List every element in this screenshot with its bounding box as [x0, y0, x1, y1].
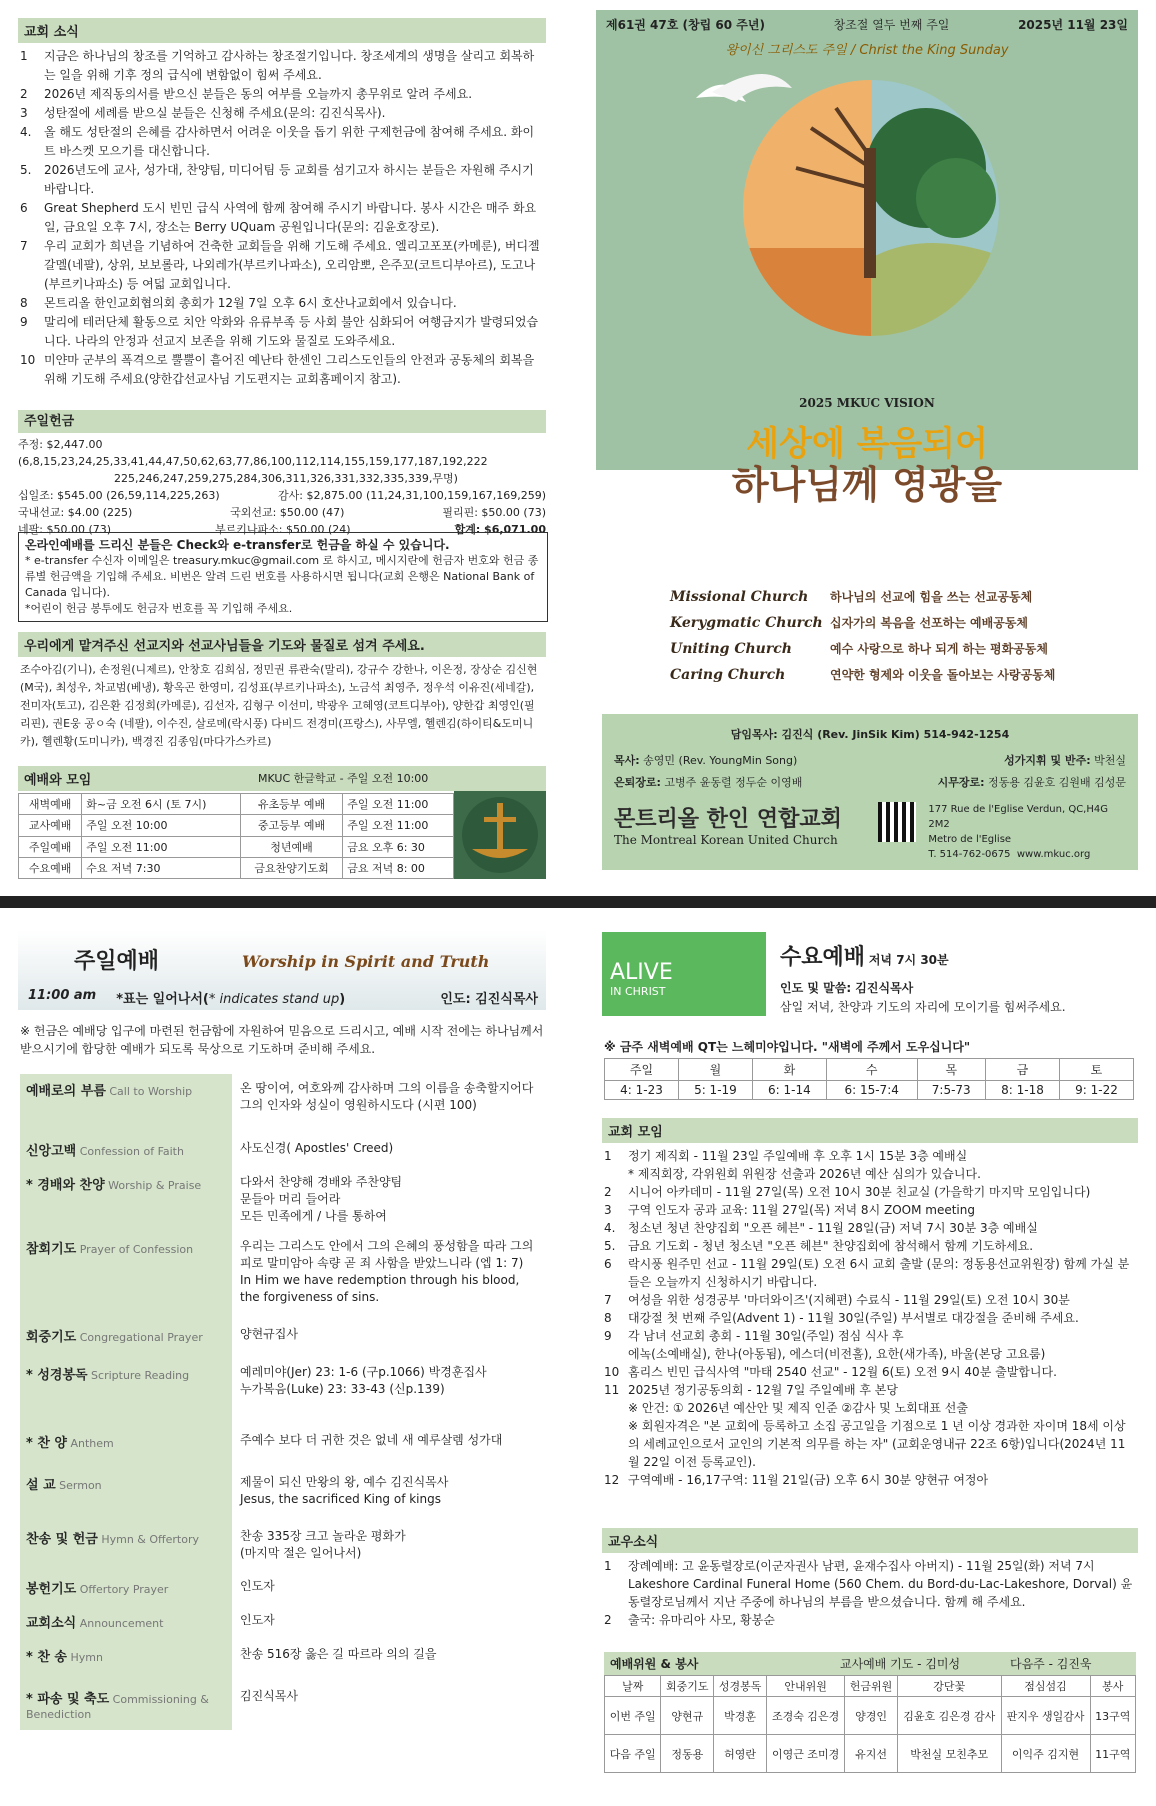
missionaries-title: 우리에게 맡겨주신 선교지와 선교사님들을 기도와 물질로 섬겨 주세요. — [18, 632, 546, 657]
news-item — [20, 199, 544, 237]
vision-en: Uniting Church — [670, 641, 792, 657]
vision-list — [670, 584, 1130, 688]
worship-item-en: Sermon — [55, 1479, 102, 1492]
duty-head: 봉사 — [1090, 1676, 1135, 1697]
offering-notice: ※ 헌금은 예배당 입구에 마련된 헌금함에 자원하여 믿음으로 드리시고, 예배 시작 전에는 하나님께서 받으시기에 합당한 예배가 되도록 묵상으로 기도하며 준비해 주세요. — [20, 1024, 544, 1056]
missionaries-text: 조수아김(기니), 손정원(니제르), 안창호 김희심, 정민권 류관숙(말리), 강규수 강한나, 이은정, 장상순 김신현(M국), 최성우, 차교범(베냉), 황옥곤 한영미, 김성표(부르키나파소), 노금석 최영주, 정우석 이유진(세네갈), 전미자(토고), 김은환 김정희(카메룬), 김선자, 김형구 이선미, 박광우 고혜영(코트디부아), 양한갑 최영인(필리핀), 권E웅 공ㅇ숙 (네팔), 이수진, 살로메(락시풍) 다비드 전경미(프랑스), 사무엘, 헬렌김(하이티&도미니카), 헬렌황(도미니카), 백경진 김종임(마다가스카르) — [20, 663, 538, 748]
worship-item-ko: 봉헌기도 — [26, 1582, 77, 1597]
duty-cell: 박경훈 — [714, 1697, 767, 1735]
retired-elders: 고병주 윤동렬 정두순 이영배 — [664, 776, 803, 789]
qt-notice: ※ 금주 새벽예배 QT는 느헤미야입니다. "새벽에 주께서 도우십니다" — [604, 1040, 971, 1054]
senior-pastor: 담임목사: 김진식 (Rev. JinSik Kim) 514-942-1254 — [730, 728, 1010, 741]
worship-item-content: 다와서 찬양해 경배와 주찬양팀 문들아 머리 들어라 모든 민족에게 / 나를 통하여 — [240, 1175, 403, 1223]
meeting-item — [604, 1471, 1136, 1489]
service-cell: 새벽예배 — [19, 794, 82, 815]
duty-cell: 양경인 — [845, 1697, 898, 1735]
news-item — [20, 104, 544, 123]
news-text: 우리 교회가 희년을 기념하여 건축한 교회들을 위해 기도해 주세요. 엘리고포포(카메룬), 버디젤 갈멜(네팔), 상위, 보보롤라, 나외레가(부르키나파소), 오리암뽀, 은주꼬(코트디부아르), 도고나(부르키나파소) 등 여덟 교회입니다. — [44, 239, 540, 291]
news-number: 5. — [20, 163, 32, 177]
services-title: 예배와 모임 — [18, 766, 254, 791]
alive-logo — [602, 932, 766, 1016]
worship-item-en: Commissioning & Benediction — [26, 1693, 209, 1721]
wed-header — [780, 940, 1140, 1015]
worship-item-content: 우리는 그리스도 안에서 그의 은혜의 풍성함을 따라 그의 피로 말미암아 속량 곧 죄 사함을 받았느니라 (엡 1: 7) In Him we have redemption through his blood, the forgiveness of sins. — [240, 1239, 534, 1304]
worship-item-ko: 교회소식 — [26, 1616, 77, 1631]
duty-cell: 이익주 김지현 — [1001, 1735, 1090, 1773]
worship-item-label — [20, 1168, 232, 1232]
service-cell: 금요찬양기도회 — [240, 857, 342, 878]
service-cell: 주일 오전 11:00 — [82, 836, 241, 857]
worship-item-label — [20, 1522, 232, 1572]
qt-day: 월 — [678, 1059, 752, 1081]
meeting-number: 7 — [604, 1293, 612, 1307]
duty-cell: 조경숙 김은경 — [766, 1697, 844, 1735]
meeting-number: 1 — [604, 1149, 612, 1163]
family-title: 교우소식 — [602, 1528, 1138, 1553]
worship-item-en: Scripture Reading — [87, 1369, 190, 1382]
news-number: 7 — [20, 239, 28, 253]
duty-row — [605, 1697, 1136, 1735]
news-number: 1 — [20, 49, 28, 63]
worship-item-content: 양현규집사 — [240, 1327, 298, 1341]
meeting-number: 2 — [604, 1185, 612, 1199]
service-cell: 수요 저녁 7:30 — [82, 857, 241, 878]
news-item — [20, 313, 544, 351]
service-cell: 금요 오후 6: 30 — [343, 836, 454, 857]
meeting-text: 청소년 청년 찬양집회 "오픈 헤븐" - 11월 28일(금) 저녁 7시 30분 3층 예배실 — [628, 1221, 1038, 1235]
worship-item-ko: * 파송 및 축도 — [26, 1692, 110, 1707]
worship-row — [20, 1074, 546, 1134]
duty-cell: 정동용 — [661, 1735, 714, 1773]
meeting-text: 금요 기도회 - 청년 청소년 "오픈 헤븐" 찬양집회에 참석해서 함께 기도하세요. — [628, 1239, 1034, 1253]
vision-en: Missional Church — [670, 589, 809, 605]
news-item — [20, 351, 544, 389]
meeting-item — [604, 1381, 1136, 1471]
worship-item-ko: 설 교 — [26, 1478, 56, 1493]
duty-head: 안내위원 — [766, 1676, 844, 1697]
service-cell: 교사예배 — [19, 815, 82, 836]
worship-item-content: 온 땅이여, 여호와께 감사하며 그의 이름을 송축할지어다 그의 인자와 성실이 영원하시도다 (시편 100) — [240, 1081, 534, 1112]
duty-cell: 양현규 — [661, 1697, 714, 1735]
worship-item-en: Hymn — [66, 1651, 103, 1664]
vision-row — [670, 610, 1130, 636]
news-item — [20, 161, 544, 199]
worship-item-label — [20, 1640, 232, 1682]
duty-panel — [604, 1652, 1136, 1773]
offering-panel — [18, 410, 546, 538]
church-info-panel — [602, 714, 1138, 870]
vision-en: Kerygmatic Church — [670, 615, 823, 631]
offering-total: 합계: $6,071.00 — [454, 523, 546, 536]
worship-item-content: 인도자 — [240, 1613, 275, 1627]
qt-ref: 7:5-73 — [917, 1081, 986, 1100]
meeting-item — [604, 1219, 1136, 1237]
qt-table — [604, 1058, 1134, 1100]
worship-item-content: 주예수 보다 더 귀한 것은 없네 새 예루살렘 성가대 — [240, 1433, 503, 1447]
duty-head: 점심섬김 — [1001, 1676, 1090, 1697]
worship-time: 11:00 am — [28, 988, 97, 1003]
worship-item-content: 사도신경( Apostles' Creed) — [240, 1141, 394, 1155]
meeting-number: 8 — [604, 1311, 612, 1325]
duty-head-row — [605, 1676, 1136, 1697]
meeting-text: 여성을 위한 성경공부 '마더와이즈'(지혜편) 수료식 - 11월 29일(토) 오전 10시 30분 — [628, 1293, 1070, 1307]
worship-item-ko: * 찬 양 — [26, 1436, 67, 1451]
next-week: 다음주 - 김진욱 — [1010, 1657, 1092, 1671]
news-item — [20, 85, 544, 104]
meeting-item — [604, 1183, 1136, 1201]
news-text: 지금은 하나님의 창조를 기억하고 감사하는 창조절기입니다. 창조세계의 생명을 살리고 회복하는 일을 위해 기후 정의 급식에 변함없이 힘써 주세요. — [44, 49, 535, 82]
duty-cell: 다음 주일 — [605, 1735, 661, 1773]
stand-note: *표는 일어나서( — [116, 992, 209, 1007]
metro-line: Metro de l'Eglise — [928, 834, 1012, 845]
worship-row — [20, 1522, 546, 1572]
duty-row — [605, 1735, 1136, 1773]
worship-item-label — [20, 1426, 232, 1468]
family-number: 2 — [604, 1613, 612, 1627]
meeting-text: 2025년 정기공동의회 - 12월 7일 주일예배 후 본당 ※ 안건: ① 2026년 예산안 및 제직 인준 ②감사 및 노회대표 선출 ※ 회원자격은 "본 교회에 등록하고 소집 공고일을 기점으로 1 년 이상 경과한 자이며 18세 이상의 세례교인으로서 교인의 기본적 의무를 하는 자" (교회운영내규 22조 6항)입니다(2024년 11월 22일 이전 등록교인). — [628, 1383, 1126, 1469]
news-text: Great Shepherd 도시 빈민 급식 사역에 함께 참여해 주시기 바랍니다. 봉사 시간은 매주 화요일, 금요일 오후 7시, 장소는 Berry UQuam 공원입니다(문의: 김윤호장로). — [44, 201, 537, 234]
worship-item-en: Worship & Praise — [104, 1179, 202, 1192]
meeting-text: 구역 인도자 공과 교육: 11월 27일(목) 저녁 8시 ZOOM meeting — [628, 1203, 975, 1217]
worship-row — [20, 1358, 546, 1426]
family-number: 1 — [604, 1559, 612, 1573]
wed-invite: 삼일 저녁, 찬양과 기도의 자리에 모이기를 힘써주세요. — [780, 1000, 1066, 1014]
duty-cell: 유지선 — [845, 1735, 898, 1773]
worship-row — [20, 1640, 546, 1682]
news-list — [18, 43, 546, 393]
worship-item-content: 인도자 — [240, 1579, 275, 1593]
vision-row — [670, 662, 1130, 688]
news-number: 4. — [20, 125, 32, 139]
worship-row — [20, 1426, 546, 1468]
meeting-item — [604, 1255, 1136, 1291]
meeting-number: 11 — [604, 1383, 620, 1397]
duty-head: 헌금위원 — [845, 1676, 898, 1697]
offering-thanks: 감사: $2,875.00 (11,24,31,100,159,167,169,259) — [278, 489, 546, 502]
worship-item-ko: 신앙고백 — [26, 1144, 77, 1159]
qt-days-row — [605, 1059, 1134, 1081]
missionaries-panel — [18, 632, 546, 755]
news-panel — [18, 18, 546, 393]
news-text: 올 해도 성탄절의 은혜를 감사하면서 어려운 이웃을 돕기 위한 구제헌금에 참여해 주세요. 화이트 바스켓 모으기를 대신합니다. — [44, 125, 535, 158]
duty-title: 예배위원 & 봉사 — [610, 1657, 699, 1671]
choir-label: 성가지휘 및 반주: — [1004, 754, 1091, 767]
alive-logo-sub: IN CHRIST — [610, 985, 666, 998]
sunday-title: 왕이신 그리스도 주일 / Christ the King Sunday — [725, 43, 1009, 58]
offering-domestic: 국내선교: $4.00 (225) — [18, 506, 133, 519]
issue-number: 제61권 47호 (창립 60 주년) — [606, 18, 765, 32]
online-offering-box — [18, 532, 548, 622]
vision-row — [670, 584, 1130, 610]
meeting-item — [604, 1327, 1136, 1363]
family-list — [602, 1553, 1138, 1633]
vision-row — [670, 636, 1130, 662]
news-number: 9 — [20, 315, 28, 329]
news-number: 10 — [20, 353, 36, 367]
worship-item-en: Congregational Prayer — [76, 1331, 203, 1344]
church-name-ko: 몬트리올 한인 연합교회 — [614, 807, 842, 832]
worship-order — [20, 1074, 546, 1730]
qt-ref: 6: 15-7:4 — [826, 1081, 917, 1100]
worship-row — [20, 1134, 546, 1168]
worship-item-label — [20, 1468, 232, 1522]
duty-head: 강단꽃 — [897, 1676, 1001, 1697]
duty-cell: 판지우 생일감사 — [1001, 1697, 1090, 1735]
worship-item-en: Anthem — [66, 1437, 114, 1450]
address-line: 177 Rue de l'Eglise Verdun, QC,H4G 2M2 — [928, 804, 1108, 830]
offering-line2: 225,246,247,259,275,284,306,311,326,331,332,335,339,무명) — [114, 472, 458, 485]
worship-row — [20, 1232, 546, 1320]
offering-nepal: 네팔: $50.00 (73) — [18, 523, 112, 536]
cross-boat-icon — [454, 791, 546, 879]
qt-ref: 6: 1-14 — [752, 1081, 826, 1100]
service-cell: 주일 오전 10:00 — [82, 815, 241, 836]
family-text: 장례예배: 고 윤동렬장로(이군자권사 남편, 윤재수집사 아버지) - 11월 25일(화) 저녁 7시 Lakeshore Cardinal Funeral Home (560 Chem. du Bord-du-Lac-Lakeshore, Dorval) 윤동렬장로님께서 지난 주중에 하나님의 부름을 받으셨습니다. 함께 해 주세요. — [628, 1559, 1133, 1609]
vision-ko: 연약한 형제와 이웃을 돌아보는 사랑공동체 — [830, 668, 1056, 682]
worship-item-content: 찬송 335장 크고 놀라운 평화가 (마지막 절은 일어나서) — [240, 1529, 406, 1560]
offering-tithe: 십일조: $545.00 (26,59,114,225,263) — [18, 489, 220, 502]
stand-note-en: * indicates stand up — [208, 992, 340, 1007]
bulletin-date: 2025년 11월 23일 — [1018, 18, 1128, 32]
qt-day: 금 — [986, 1059, 1060, 1081]
online-children: *어린이 헌금 봉투에도 헌금자 번호를 꼭 기입해 주세요. — [25, 602, 293, 615]
online-etransfer: * e-transfer 수신자 이메일은 treasury.mkuc@gmail.com 로 하시고, 메시지란에 헌금자 번호와 헌금 종류별 헌금액을 기입해 주세요. 비번은 알려 드린 번호를 사용하시면 됩니다(교회 은행은 National Bank of Canada 입니다). — [25, 554, 539, 599]
wed-time: 저녁 7시 30분 — [868, 953, 949, 967]
qt-refs-row — [605, 1081, 1134, 1100]
season-label: 창조절 열두 번째 주일 — [833, 18, 950, 32]
news-text: 말리에 테러단체 활동으로 치안 악화와 유류부족 등 사회 불안 심화되어 여행금지가 발령되었습니다. 나라의 안정과 선교지 보존을 위해 기도와 물질로 도와주세요. — [44, 315, 539, 348]
vision-label: 2025 MKUC VISION — [799, 396, 935, 410]
duty-cell: 이번 주일 — [605, 1697, 661, 1735]
meeting-text: 대강절 첫 번째 주일(Advent 1) - 11월 30일(주일) 부서별로 대강절을 준비해 주세요. — [628, 1311, 1079, 1325]
worship-item-en: Offertory Prayer — [76, 1583, 169, 1596]
worship-item-ko: * 성경봉독 — [26, 1368, 88, 1383]
worship-subtitle: Worship in Spirit and Truth — [242, 952, 490, 971]
news-item — [20, 47, 544, 85]
qr-code-icon — [878, 802, 917, 842]
worship-leader: 인도: 김진식목사 — [440, 992, 538, 1007]
slogan-line1: 세상에 복음되어 — [746, 424, 988, 464]
meetings-panel — [602, 1118, 1138, 1493]
website-link[interactable]: www.mkuc.org — [1016, 849, 1091, 860]
worship-row — [20, 1468, 546, 1522]
worship-item-ko: 찬송 및 헌금 — [26, 1532, 98, 1547]
worship-item-content: 찬송 516장 옳은 길 따르라 의의 길을 — [240, 1647, 437, 1661]
worship-item-label — [20, 1134, 232, 1168]
worship-item-en: Hymn & Offertory — [97, 1533, 199, 1546]
news-number: 8 — [20, 296, 28, 310]
meeting-item — [604, 1291, 1136, 1309]
services-table — [18, 793, 454, 879]
meeting-text: 각 남녀 선교회 총회 - 11월 30일(주일) 점심 식사 후 에녹(소예배실), 한나(아동됨), 에스더(비전홀), 요한(새가족), 바울(본당 고요룸) — [628, 1329, 1046, 1361]
family-text: 출국: 유마리아 사모, 황봉순 — [628, 1613, 775, 1627]
service-cell: 화~금 오전 6시 (토 7시) — [82, 794, 241, 815]
worship-item-ko: * 찬 송 — [26, 1650, 67, 1665]
vision-ko: 십자가의 복음을 선포하는 예배공동체 — [830, 616, 1029, 630]
qt-day: 화 — [752, 1059, 826, 1081]
meeting-item — [604, 1309, 1136, 1327]
alive-logo-text: ALIVE — [610, 960, 673, 985]
service-cell: 중고등부 예배 — [240, 815, 342, 836]
service-cell: 청년예배 — [240, 836, 342, 857]
qt-ref: 9: 1-22 — [1059, 1081, 1133, 1100]
meeting-text: 홈리스 빈민 급식사역 "마태 2540 선교" - 12월 6(토) 오전 9시 40분 출발합니다. — [628, 1365, 1057, 1379]
worship-item-label — [20, 1358, 232, 1426]
qt-ref: 5: 1-19 — [678, 1081, 752, 1100]
offering-burkina: 부르키나파소: $50.00 (24) — [215, 523, 351, 536]
offering-title: 주일헌금 — [18, 410, 546, 433]
meeting-number: 4. — [604, 1221, 616, 1235]
vision-ko: 예수 사랑으로 하나 되게 하는 평화공동체 — [830, 642, 1048, 656]
worship-item-label — [20, 1682, 232, 1730]
page-divider — [0, 896, 1156, 908]
worship-item-ko: 참회기도 — [26, 1242, 77, 1257]
worship-item-content: 제물이 되신 만왕의 왕, 예수 김진식목사 Jesus, the sacrificed King of kings — [240, 1475, 449, 1506]
church-logo — [454, 791, 546, 879]
worship-item-ko: * 경배와 찬양 — [26, 1178, 105, 1193]
meeting-item — [604, 1363, 1136, 1381]
offering-line1: 주정: $2,447.00 (6,8,15,23,24,25,33,41,44,47,50,62,63,77,86,100,112,114,155,159,177,187,192,222 — [18, 438, 488, 468]
duty-cell: 김윤호 김은경 감사 — [897, 1697, 1001, 1735]
worship-item-label — [20, 1572, 232, 1606]
stand-note-close: ) — [339, 992, 346, 1007]
service-row — [19, 857, 454, 878]
tree-illustration — [596, 58, 1138, 348]
worship-item-content: 김진식목사 — [240, 1689, 298, 1703]
worship-item-content: 예레미야(Jer) 23: 1-6 (구p.1066) 박경훈집사 누가복음(Luke) 23: 33-43 (신p.139) — [240, 1365, 487, 1396]
duty-head: 회중기도 — [661, 1676, 714, 1697]
service-cell: 주일 오전 11:00 — [343, 794, 454, 815]
duty-cell: 박천실 모친추모 — [897, 1735, 1001, 1773]
service-cell: 주일예배 — [19, 836, 82, 857]
news-text: 2026년 제직동의서를 받으신 분들은 동의 여부를 오늘까지 총무위로 알려 주세요. — [44, 87, 473, 101]
duty-head: 날짜 — [605, 1676, 661, 1697]
news-text: 미얀마 군부의 폭격으로 뿔뿔이 흩어진 예난타 한센인 그리스도인들의 안전과 공동체의 회복을 위해 기도해 주세요(양한갑선교사님 기도편지는 교회홈페이지 참고). — [44, 353, 535, 386]
duty-cell: 이영근 조미경 — [766, 1735, 844, 1773]
meeting-text: 구역예배 - 16,17구역: 11월 21일(금) 오후 6시 30분 양현규 여정아 — [628, 1473, 989, 1487]
family-item — [604, 1611, 1136, 1629]
qt-ref: 8: 1-18 — [986, 1081, 1060, 1100]
meeting-number: 6 — [604, 1257, 612, 1271]
worship-row — [20, 1168, 546, 1232]
minister-label: 목사: — [614, 754, 640, 767]
vision-en: Caring Church — [670, 667, 786, 683]
teacher-prayer: 교사예배 기도 - 김미성 — [840, 1657, 961, 1671]
qt-ref: 4: 1-23 — [605, 1081, 679, 1100]
meeting-number: 3 — [604, 1203, 612, 1217]
duty-head: 성경봉독 — [714, 1676, 767, 1697]
worship-item-label — [20, 1606, 232, 1640]
church-name-en: The Montreal Korean United Church — [614, 833, 838, 847]
duty-cell: 11구역 — [1090, 1735, 1135, 1773]
duty-cell: 허영란 — [714, 1735, 767, 1773]
choir-name: 박천실 — [1094, 754, 1126, 767]
news-item — [20, 237, 544, 294]
worship-header — [18, 930, 546, 1010]
qt-day: 주일 — [605, 1059, 679, 1081]
service-row — [19, 794, 454, 815]
news-text: 2026년도에 교사, 성가대, 찬양팀, 미디어팀 등 교회를 섬기고자 하시는 분들은 자원해 주시기 바랍니다. — [44, 163, 534, 196]
worship-item-en: Confession of Faith — [76, 1145, 184, 1158]
duty-cell: 13구역 — [1090, 1697, 1135, 1735]
worship-item-label — [20, 1074, 232, 1134]
offering-philippines: 필리핀: $50.00 (73) — [442, 506, 546, 519]
news-number: 3 — [20, 106, 28, 120]
meeting-text: 락시풍 원주민 선교 - 11월 29일(토) 오전 6시 교회 출발 (문의: 정동용선교위원장) 함께 가실 분들은 오늘까지 신청하시기 바랍니다. — [628, 1257, 1130, 1289]
service-row — [19, 815, 454, 836]
slogan-line2: 하나님께 영광을 — [731, 463, 1003, 507]
worship-item-en: Prayer of Confession — [76, 1243, 194, 1256]
news-text: 몬트리올 한인교회협의회 총회가 12월 7일 오후 6시 호산나교회에서 있습니다. — [44, 296, 457, 310]
phone-number: T. 514-762-0675 — [928, 849, 1011, 860]
meeting-item — [604, 1237, 1136, 1255]
meeting-number: 10 — [604, 1365, 620, 1379]
meeting-item — [604, 1147, 1136, 1183]
meeting-number: 12 — [604, 1473, 620, 1487]
offering-intl: 국외선교: $50.00 (47) — [230, 506, 345, 519]
wed-leader: 인도 및 말씀: 김진식목사 — [780, 981, 914, 995]
wed-title: 수요예배 — [780, 945, 866, 970]
qt-day: 수 — [826, 1059, 917, 1081]
worship-item-ko: 예배로의 부름 — [26, 1084, 106, 1099]
school-time: MKUC 한글학교 - 주일 오전 10:00 — [258, 772, 429, 785]
news-item — [20, 294, 544, 313]
worship-item-ko: 회중기도 — [26, 1330, 77, 1345]
worship-row — [20, 1606, 546, 1640]
worship-item-label — [20, 1320, 232, 1358]
meetings-title: 교회 모임 — [602, 1118, 1138, 1143]
worship-item-en: Call to Worship — [105, 1085, 193, 1098]
meeting-item — [604, 1201, 1136, 1219]
meeting-number: 9 — [604, 1329, 612, 1343]
online-title: 온라인예배를 드리신 분들은 Check와 e-transfer로 헌금을 하실 수 있습니다. — [25, 538, 450, 552]
worship-title: 주일예배 — [74, 949, 160, 974]
worship-item-en: Announcement — [76, 1617, 164, 1630]
service-row — [19, 836, 454, 857]
duty-table — [604, 1675, 1136, 1773]
worship-row — [20, 1320, 546, 1358]
family-item — [604, 1557, 1136, 1611]
news-title: 교회 소식 — [18, 18, 546, 43]
family-panel — [602, 1528, 1138, 1633]
qt-day: 토 — [1059, 1059, 1133, 1081]
news-number: 6 — [20, 201, 28, 215]
meeting-text: 시니어 아카데미 - 11월 27일(목) 오전 10시 30분 친교실 (가을학기 마지막 모임입니다) — [628, 1185, 1091, 1199]
services-panel — [18, 766, 546, 879]
retired-elders-label: 은퇴장로: — [614, 776, 661, 789]
worship-row — [20, 1682, 546, 1730]
meeting-text: 정기 제직회 - 11월 23일 주일예배 후 오후 1시 15분 3층 예배실 * 제직회장, 각위원회 위원장 선출과 2026년 예산 심의가 있습니다. — [628, 1149, 981, 1181]
news-text: 성탄절에 세례를 받으실 분들은 신청해 주세요(문의: 김진식목사). — [44, 106, 386, 120]
service-cell: 주일 오전 11:00 — [343, 815, 454, 836]
qt-day: 목 — [917, 1059, 986, 1081]
meeting-number: 5. — [604, 1239, 616, 1253]
minister-name: 송영민 (Rev. YoungMin Song) — [643, 754, 798, 767]
service-cell: 유초등부 예배 — [240, 794, 342, 815]
vision-ko: 하나님의 선교에 힘을 쓰는 선교공동체 — [830, 590, 1033, 604]
news-number: 2 — [20, 87, 28, 101]
news-item — [20, 123, 544, 161]
active-elders-label: 시무장로: — [937, 776, 985, 789]
service-cell: 수요예배 — [19, 857, 82, 878]
worship-row — [20, 1572, 546, 1606]
service-cell: 금요 저녁 8: 00 — [343, 857, 454, 878]
worship-item-label — [20, 1232, 232, 1320]
cover-panel — [596, 10, 1138, 470]
active-elders: 정동용 김윤호 김원배 김성문 — [987, 776, 1126, 789]
meetings-list — [602, 1143, 1138, 1493]
